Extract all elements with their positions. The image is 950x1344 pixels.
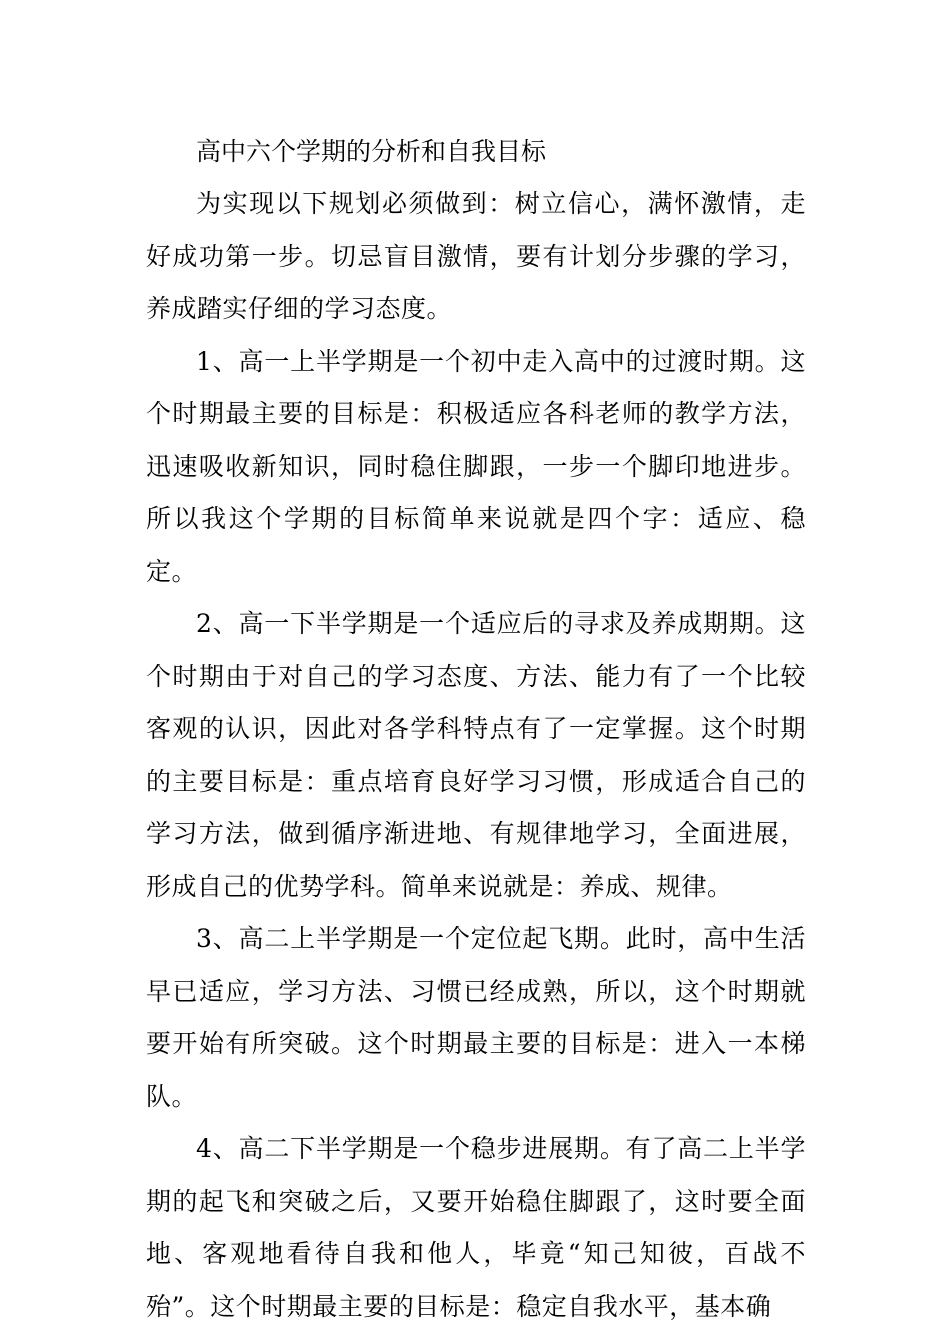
document-body xyxy=(146,126,806,1333)
paragraph-semester-2: 2、高一下半学期是一个适应后的寻求及养成期期。这个时期由于对自己的学习态度、方法、能力有了一个比较客观的认识，因此对各学科特点有了一定掌握。这个时期的主要目标是：重点培育良好学习习惯，形成适合自己的学习方法，做到循序渐进地、有规律地学习，全面进展，形成自己的优势学科。简单来说就是：养成、规律。 xyxy=(146,609,806,901)
paragraph-semester-3: 3、高二上半学期是一个定位起飞期。此时，高中生活早已适应，学习方法、习惯已经成熟，所以，这个时期就要开始有所突破。这个时期最主要的目标是：进入一本梯队。 xyxy=(146,924,806,1111)
paragraph-intro: 为实现以下规划必须做到：树立信心，满怀激情，走好成功第一步。切忌盲目激情，要有计划分步骤的学习，养成踏实仔细的学习态度。 xyxy=(146,189,806,323)
document-title: 高中六个学期的分析和自我目标 xyxy=(196,137,547,166)
paragraph-semester-1: 1、高一上半学期是一个初中走入高中的过渡时期。这个时期最主要的目标是：积极适应各科老师的教学方法，迅速吸收新知识，同时稳住脚跟，一步一个脚印地进步。所以我这个学期的目标简单来说就是四个字：适应、稳定。 xyxy=(146,346,806,586)
paragraph-semester-4: 4、高二下半学期是一个稳步进展期。有了高二上半学期的起飞和突破之后，又要开始稳住脚跟了，这时要全面地、客观地看待自我和他人，毕竟“知己知彼，百战不殆”。这个时期最主要的目标是：稳定自我水平，基本确 xyxy=(146,1134,806,1321)
